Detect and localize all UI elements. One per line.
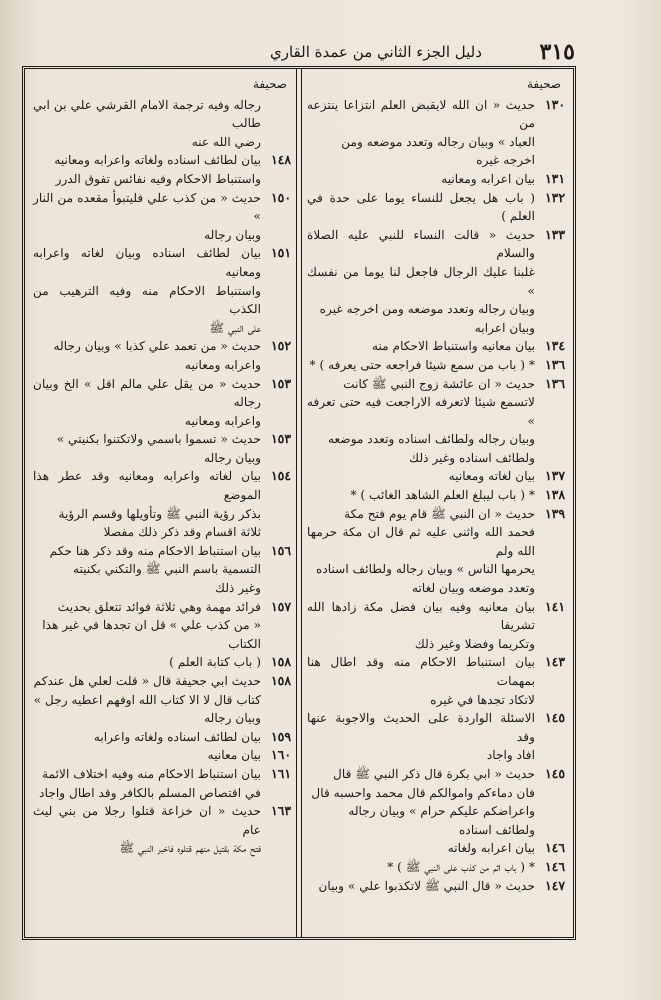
page-ref-number: ١٣٠	[545, 96, 565, 112]
index-entry	[307, 709, 565, 765]
index-entry	[33, 375, 291, 431]
index-entry	[33, 746, 291, 765]
index-entry	[33, 337, 291, 374]
entry-text	[307, 765, 535, 839]
index-entry	[33, 765, 291, 802]
index-entry	[307, 170, 565, 189]
entry-line: لاتسمع شيئا لاتعرفه الاراجعت فيه حتى تعرفه »	[307, 395, 535, 428]
index-entry	[307, 226, 565, 338]
page-ref-number: ١٤٣	[545, 654, 565, 670]
index-entry	[307, 96, 565, 170]
entry-text	[307, 598, 535, 654]
entry-line: وبيان رجاله	[204, 711, 261, 726]
entry-line: ولطائف اسناده وغير ذلك	[409, 450, 535, 465]
entry-line: بيان اعرابه ومعانيه	[441, 171, 535, 186]
index-entry	[33, 542, 291, 598]
entry-line: الاسئلة الواردة على الحديث والاجوبة عنها وقد	[307, 711, 535, 744]
index-entry	[33, 598, 291, 654]
entry-line: وبيان رجاله ولطائف اسناده وتعدد موضعه	[327, 432, 535, 447]
page-ref-number: ١٤٧	[545, 877, 565, 893]
entry-line: حديث « من يقل علي مالم اقل » الخ وبيان رجاله	[33, 376, 261, 410]
entry-line: حديث « ان النبي ﷺ قام يوم فتح مكة	[344, 506, 535, 521]
entry-text	[307, 189, 535, 226]
entry-line: على النبي ﷺ	[209, 320, 261, 335]
entry-text	[307, 170, 535, 189]
entry-text	[33, 375, 261, 431]
index-entry	[33, 467, 291, 541]
entry-line: وتعدد موضعه وبيان لغاته	[411, 581, 535, 596]
page-ref-number: ١٣٦	[545, 375, 565, 391]
entry-line: اخرجه غيره	[476, 153, 535, 168]
entry-line: افاد واجاد	[486, 748, 535, 763]
entry-line: ( باب كتابة العلم )	[169, 655, 261, 670]
entry-line: غلبنا عليك الرجال فاجعل لنا يوما من نفسك »	[307, 264, 535, 298]
entry-line: فحمد الله واثنى عليه ثم قال ان مكة حرمها الله ولم	[307, 525, 535, 558]
entry-line: بيان معانيه وفيه بيان فضل مكة زادها الله تشريفا	[307, 599, 535, 633]
index-entry	[307, 486, 565, 505]
entry-line: يحرمها الناس » وبيان رجاله ولطائف اسناده	[315, 562, 535, 577]
page-ref-number: ١٤٨	[271, 152, 291, 168]
entry-text	[33, 467, 261, 541]
entry-line: رجاله وفيه ترجمة الامام القرشي علي بن ابي طالب	[33, 97, 261, 131]
entry-line: العباد » وبيان رجاله وتعدد موضعه ومن	[341, 134, 535, 149]
entry-line: وبيان رجاله وتعدد موضعه ومن اخرجه غيره	[319, 302, 535, 317]
page-ref-number: ١٣٣	[545, 226, 565, 242]
entry-line: كتاب قال لا الا كتاب الله اوفهم اعطيه رجل »	[33, 692, 261, 707]
index-entry	[307, 877, 565, 896]
entry-line: وبيان رجاله	[204, 450, 261, 465]
entry-text	[307, 226, 535, 338]
entry-line: لاتكاد تجدها في غيره	[430, 692, 535, 707]
entry-line: حديث « قال النبي ﷺ لاتكذبوا علي » وبيان	[318, 878, 535, 893]
entry-line: « من كذب علي » قل ان تجدها في غير هذا	[42, 618, 261, 633]
index-entry	[307, 505, 565, 598]
entry-text	[307, 877, 535, 896]
page-ref-number: ١٣٩	[545, 505, 565, 521]
index-entry	[307, 375, 565, 468]
entry-text	[307, 467, 535, 486]
entry-text	[307, 96, 535, 170]
entry-text	[33, 765, 261, 802]
index-entry	[307, 598, 565, 654]
entry-line: وبيان رجاله	[204, 227, 261, 242]
entry-line: بيان استنباط الاحكام منه وفيه اختلاف الائمة	[42, 766, 261, 781]
page-ref-number: ١٣٢	[545, 189, 565, 205]
page-ref-number: ١٣٨	[545, 487, 565, 503]
index-entry	[307, 337, 565, 356]
index-entry	[307, 765, 565, 839]
entry-line: حديث ابي جحيفة قال « قلت لعلي هل عندكم	[33, 674, 261, 688]
page-ref-number: ١٤٦	[545, 840, 565, 856]
entry-line: فان دماءكم واموالكم قال محمد واحسبه قال	[311, 785, 535, 800]
entry-line: ولطائف اسناده	[459, 822, 535, 837]
page-frame	[22, 66, 576, 940]
entry-line: واعرابه ومعانيه	[184, 413, 261, 428]
entry-text	[33, 653, 261, 672]
page-ref-number: ١٤٦	[545, 858, 565, 874]
page-ref-number: ١٤١	[545, 598, 565, 614]
left-column	[33, 75, 291, 933]
page-ref-number: ١٦٣	[271, 803, 291, 819]
entry-line: وغير ذلك	[215, 581, 261, 596]
entry-text	[307, 839, 535, 858]
entry-line: * ( باب من سمع شيئا فراجعه حتى يعرفه ) *	[309, 357, 535, 372]
index-entry	[33, 672, 291, 728]
entry-text	[33, 598, 261, 654]
entry-line: واستنباط الاحكام منه وفيه الترهيب من الكذب	[33, 283, 261, 317]
entry-line: بيان لطائف اسناده ولغاته واعرابه	[93, 729, 261, 744]
entry-line: فرائد مهمة وهي ثلاثة فوائد تتعلق بحديث	[57, 599, 261, 614]
page-ref-number: ١٥٣	[271, 375, 291, 391]
index-entry	[307, 189, 565, 226]
entry-line: وتكريما وفضلا وغير ذلك	[414, 636, 535, 651]
page-ref-number: ١٥٢	[271, 338, 291, 354]
entry-line: بيان لطائف اسناده وبيان لغاته واعرابه ومعانيه	[33, 246, 261, 279]
entry-text	[33, 728, 261, 747]
entry-line: في اقتصاص المسلم بالكافر وقد اطال واجاد	[39, 785, 261, 800]
entry-line: رضي الله عنه	[191, 134, 261, 149]
entry-line: حديث « من تعمد علي كذبا » وبيان رجاله	[53, 339, 261, 354]
entry-line: واعراضكم عليكم حرام » وبيان رجاله	[348, 804, 535, 819]
entry-line: فتح مكة بقتيل منهم قتلوه فاخبر النبي ﷺ	[119, 841, 261, 856]
index-entry	[307, 839, 565, 858]
entry-text	[307, 858, 535, 877]
entry-line: واستنباط الاحكام وفيه نفائس تفوق الدرر	[55, 171, 261, 186]
entry-line: حديث « تسموا باسمي ولاتكتنوا بكنيتي »	[56, 432, 261, 447]
page-ref-number: ١٤٥	[545, 765, 565, 781]
running-title: دليل الجزء الثاني من عمدة القاري	[270, 43, 482, 61]
column-divider	[296, 69, 302, 937]
entry-text	[33, 96, 261, 152]
page-ref-number: ١٤٥	[545, 710, 565, 726]
page-ref-number: ١٥٨	[271, 654, 291, 670]
entry-text	[33, 189, 261, 245]
entry-line: * ( باب ليبلغ العلم الشاهد الغائب ) *	[350, 488, 535, 503]
entry-line: بذكر رؤية النبي ﷺ وتأويلها وقسم الرؤية	[58, 506, 261, 521]
page-ref-number: ١٥٨	[271, 673, 291, 688]
entry-text	[33, 542, 261, 598]
entry-text	[307, 337, 535, 356]
entry-line: الكتاب	[228, 636, 261, 651]
entry-text	[33, 672, 261, 728]
entry-line: بيان معانيه واستنباط الاحكام منه	[371, 339, 535, 354]
entry-line: بيان لغاته ومعانيه	[448, 469, 535, 484]
entry-line: حديث « ان الله لايقبض العلم انتزاعا ينتزعه من	[307, 97, 535, 131]
page-ref-number: ١٥٩	[271, 728, 291, 744]
column-heading: صحيفة	[526, 77, 561, 91]
page-ref-number: ١٦١	[271, 765, 291, 781]
entry-line: حديث « من كذب علي فليتبوأ مقعده من النار »	[33, 190, 261, 224]
page-ref-number: ١٥٠	[271, 189, 291, 205]
entry-line: حديث « ان خزاعة قتلوا رجلا من بني ليث عام	[33, 804, 261, 837]
entry-text	[33, 430, 261, 467]
entry-line: بيان استنباط الاحكام منه وقد اطال هنا بمهمات	[307, 655, 535, 688]
index-entry	[33, 802, 291, 858]
page-ref-number: ١٥٦	[271, 542, 291, 558]
entry-text	[307, 486, 535, 505]
index-entry	[33, 189, 291, 245]
entry-line: واعرابه ومعانيه	[184, 357, 261, 372]
page-ref-number: ١٥٣	[271, 431, 291, 447]
entry-text	[307, 505, 535, 598]
entry-text	[307, 653, 535, 709]
right-column	[307, 75, 565, 933]
page-ref-number: ١٥٤	[271, 468, 291, 484]
entry-line: بيان لغاته واعرابه ومعانيه وقد عطر هذا الموضع	[33, 469, 261, 503]
index-entry	[33, 151, 291, 188]
entry-line: وبيان اعرابه	[474, 320, 535, 335]
page-header	[120, 36, 575, 68]
entry-text	[33, 802, 261, 858]
entry-text	[307, 375, 535, 468]
entry-line: ثلاثة اقسام وقد ذكر ذلك مفصلا	[103, 525, 261, 540]
page-ref-number: ١٥٧	[271, 598, 291, 614]
entry-text	[33, 244, 261, 337]
entry-line: بيان لطائف اسناده ولغاته واعرابه ومعانيه	[54, 153, 261, 168]
entry-line: بيان استنباط الاحكام منه وقد ذكر هنا حكم	[49, 543, 261, 558]
index-entry	[307, 467, 565, 486]
index-entry	[307, 356, 565, 375]
entry-text	[33, 746, 261, 765]
entry-line: حديث « قالت النساء للنبي عليه الصلاة والسلام	[307, 227, 535, 261]
index-entry	[33, 430, 291, 467]
entry-text	[33, 337, 261, 374]
entry-line: حديث « ابي بكرة قال ذكر النبي ﷺ قال	[333, 766, 535, 781]
index-entry	[33, 653, 291, 672]
entry-line: بيان معانيه	[207, 748, 261, 763]
entry-line: ( باب هل يجعل للنساء يوما على حدة في العلم )	[307, 190, 535, 224]
page-ref-number: ١٣٤	[545, 338, 565, 354]
page-ref-number: ١٣٧	[545, 468, 565, 484]
index-entry	[33, 728, 291, 747]
index-entry	[307, 858, 565, 877]
page-ref-number: ١٥١	[271, 245, 291, 261]
index-entry	[307, 653, 565, 709]
entry-text	[33, 151, 261, 188]
page-ref-number: ١٦٠	[271, 747, 291, 763]
page-ref-number: ١٣٦	[545, 356, 565, 372]
index-entry	[33, 96, 291, 152]
entry-text	[307, 709, 535, 765]
entry-line: التسمية باسم النبي ﷺ والتكني بكنيته	[73, 562, 261, 577]
entry-line: * ( باب اثم من كذب على النبي ﷺ ) *	[387, 859, 535, 874]
entry-line: بيان اعرابه ولغاته	[447, 841, 535, 856]
entry-line: حديث « ان عائشة زوج النبي ﷺ كانت	[343, 376, 535, 391]
column-heading: صحيفة	[252, 77, 287, 91]
entry-text	[307, 356, 535, 375]
page-number: ٣١٥	[539, 39, 575, 65]
index-entry	[33, 244, 291, 337]
page-ref-number: ١٣١	[545, 170, 565, 186]
